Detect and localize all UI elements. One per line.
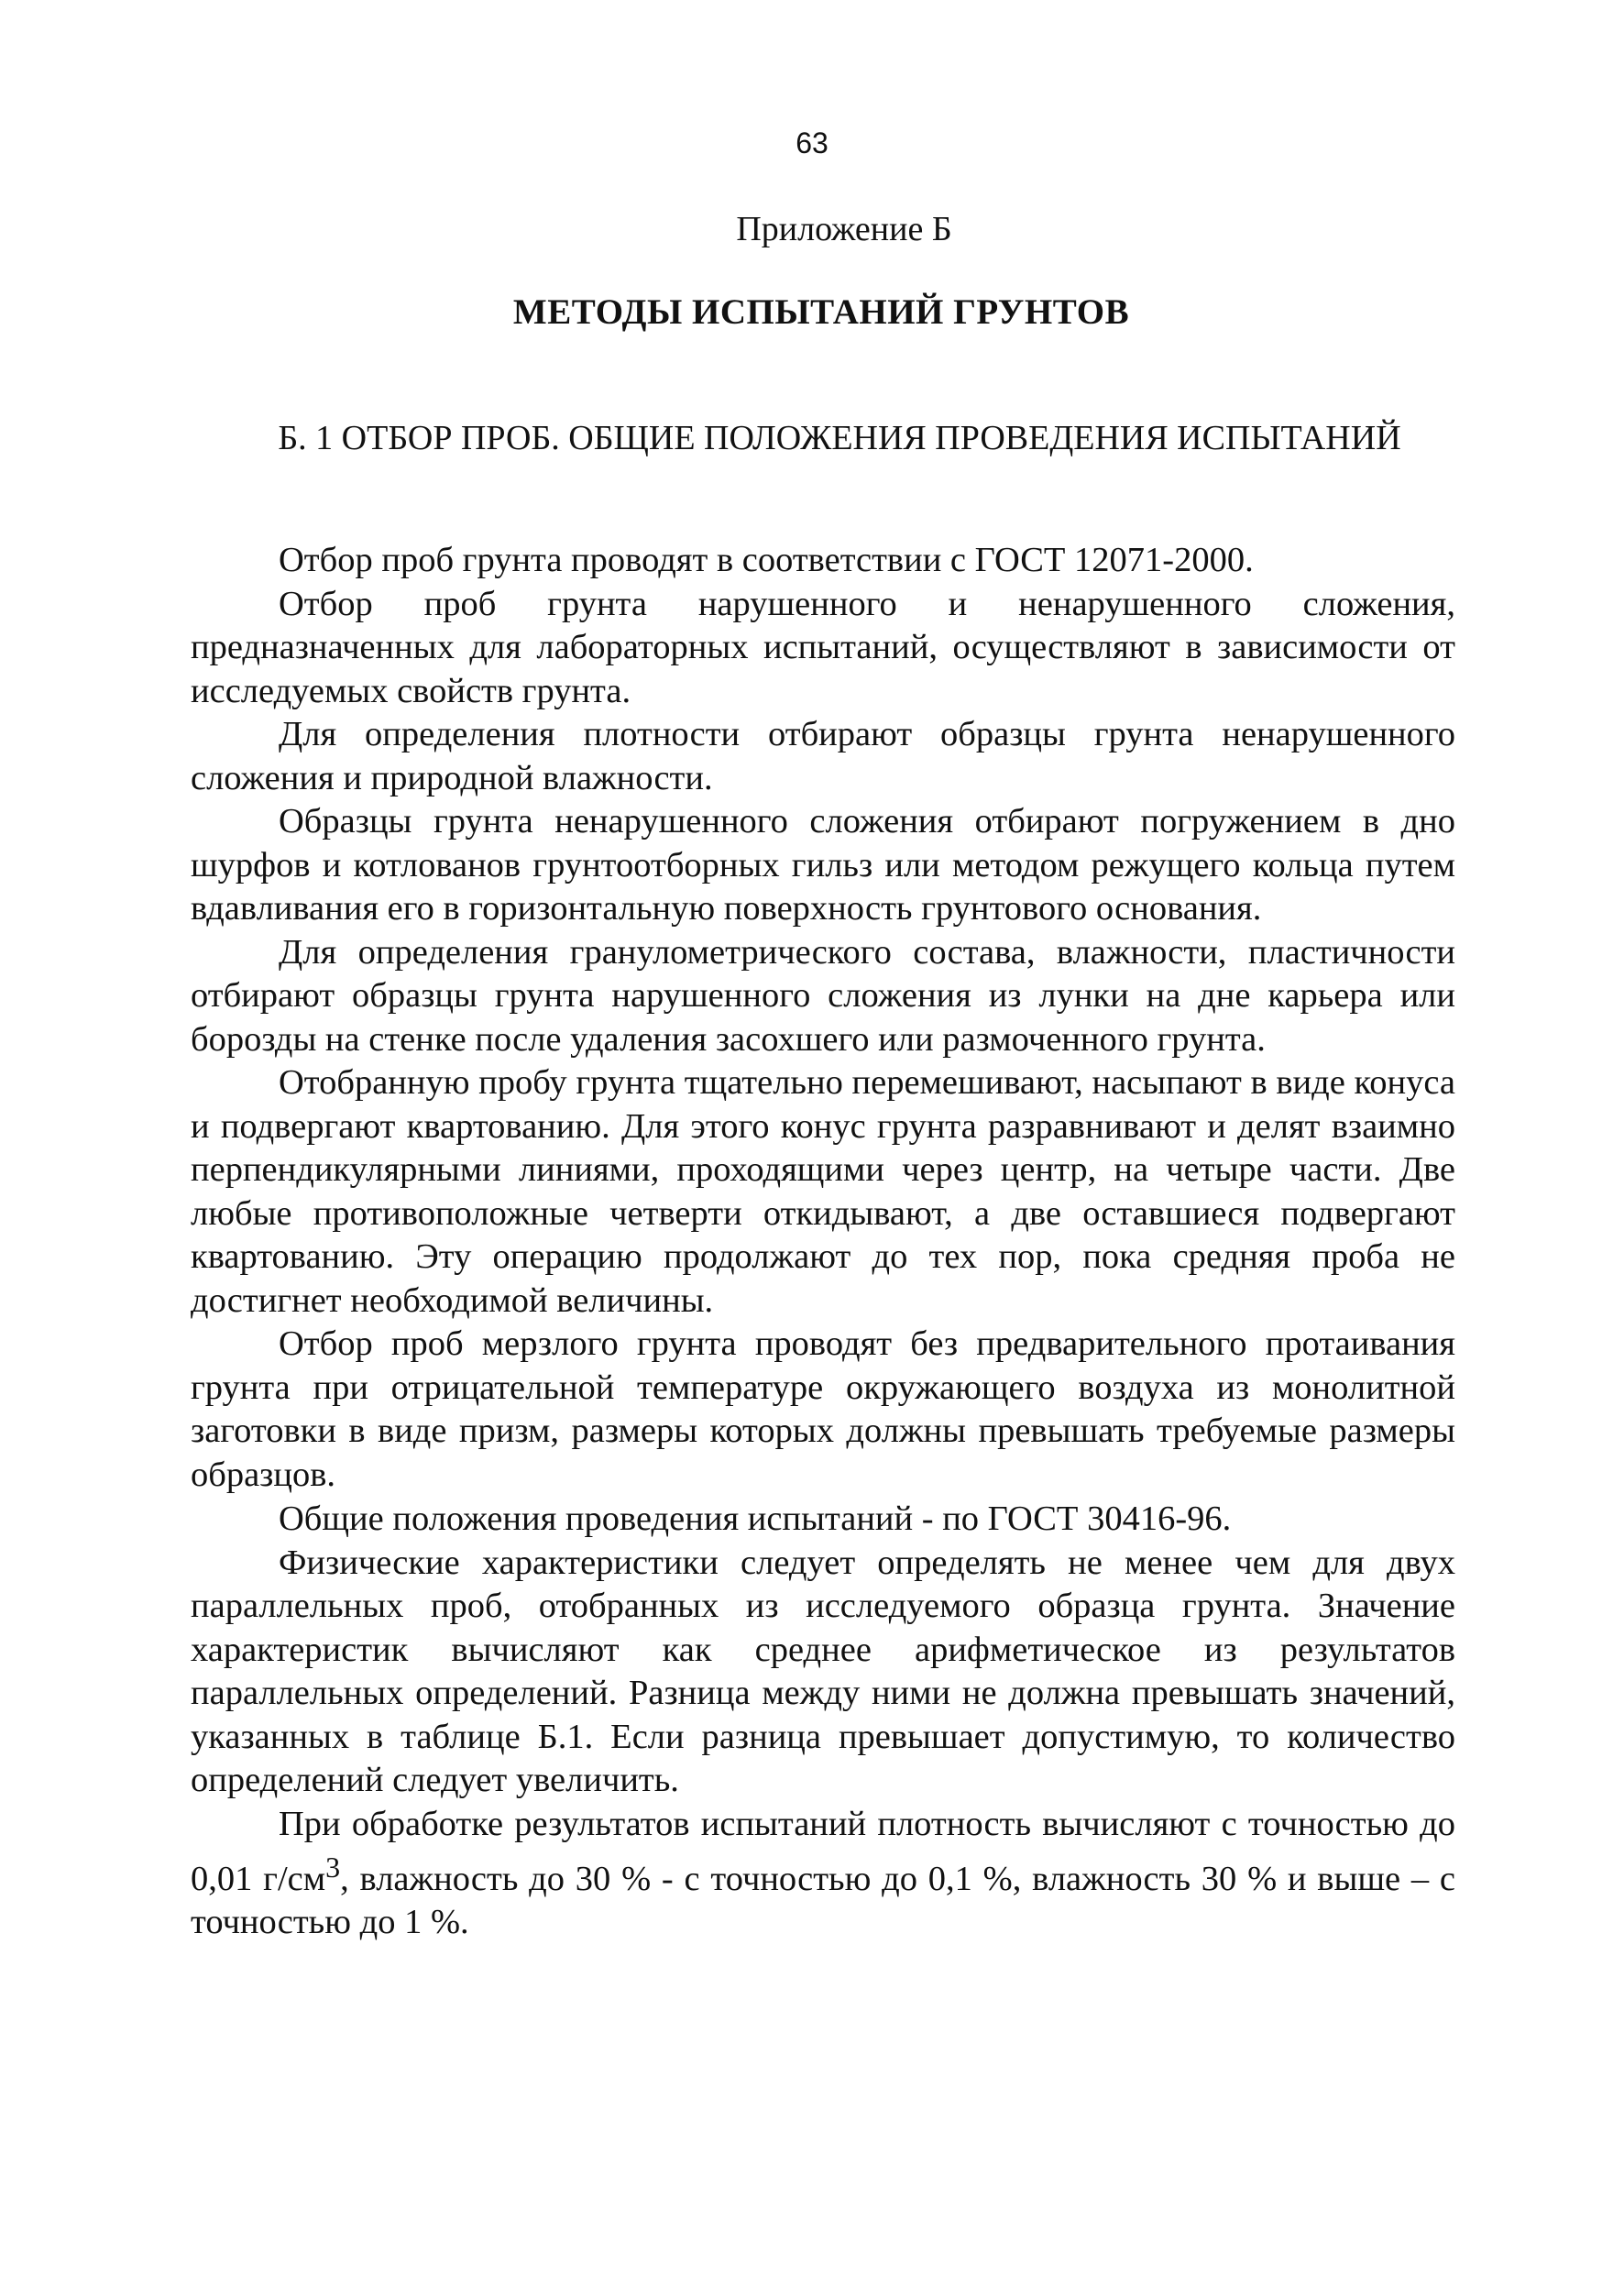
appendix-label: Приложение Б (736, 210, 952, 248)
page-title: МЕТОДЫ ИСПЫТАНИЙ ГРУНТОВ (512, 292, 1130, 332)
paragraph-frozen-soil: Отбор проб мерзлого грунта проводят без предварительного протаивания грунта при отрицательной температуре окружающего воздуха из монолитной заготовки в виде призм, размеры которых должны превышать требуемые размеры образцов. (191, 1324, 1455, 1494)
paragraph-sampling-standard: Отбор проб грунта проводят в соответствии с ГОСТ 12071-2000. (279, 541, 1254, 579)
paragraph-density-samples: Для определения плотности отбирают образцы грунта ненарушенного сложения и природной влажности. (191, 715, 1455, 797)
accuracy-text-start: При обработке результатов испытаний плотность вычисляют с точностью до 0,01 г/см (191, 1804, 1455, 1898)
paragraph-disturbed-sampling: Для определения гранулометрического состава, влажности, пластичности отбирают образцы грунта нарушенного сложения из лунки на дне карьера или борозды на стенке после удаления засохшего или размоченного грунта. (191, 932, 1455, 1059)
superscript-exponent: 3 (325, 1851, 341, 1884)
sampling-section (191, 539, 1455, 1497)
page-number: 63 (796, 126, 828, 159)
accuracy-text-end: , влажность до 30 % - с точностью до 0,1 %, влажность 30 % и выше – с точностью до 1 %. (191, 1859, 1455, 1942)
general-provisions-section (191, 1498, 1455, 1945)
paragraph-general-standard: Общие положения проведения испытаний - по ГОСТ 30416-96. (279, 1500, 1232, 1538)
paragraph-quartering: Отобранную пробу грунта тщательно перемешивают, насыпают в виде конуса и подвергают квартованию. Для этого конус грунта разравнивают и делят взаимно перпендикулярными линиями, проходящими через центр, на четыре части. Две любые противоположные четверти откидывают, а две оставшиеся подвергают квартованию. Эту операцию продолжают до тех пор, пока средняя проба не достигнет необходимой величины. (191, 1063, 1455, 1320)
paragraph-parallel-samples: Физические характеристики следует определять не менее чем для двух параллельных проб, отобранных из исследуемого образца грунта. Значение характеристик вычисляют как среднее арифметическое из результатов параллельных определений. Разница между ними не должна превышать значений, указанных в таблице Б.1. Если разница превышает допустимую, то количество определений следует увеличить. (191, 1543, 1455, 1799)
paragraph-accuracy (191, 1803, 1455, 1945)
section-heading: Б. 1 ОТБОР ПРОБ. ОБЩИЕ ПОЛОЖЕНИЯ ПРОВЕДЕНИЯ ИСПЫТАНИЙ (278, 419, 1401, 457)
paragraph-undisturbed-sampling: Образцы грунта ненарушенного сложения отбирают погружением в дно шурфов и котлованов грунтоотборных гильз или методом режущего кольца путем вдавливания его в горизонтальную поверхность грунтового основания. (191, 802, 1455, 928)
paragraph-sampling-types: Отбор проб грунта нарушенного и ненарушенного сложения, предназначенных для лабораторных испытаний, осуществляют в зависимости от исследуемых свойств грунта. (191, 584, 1455, 710)
